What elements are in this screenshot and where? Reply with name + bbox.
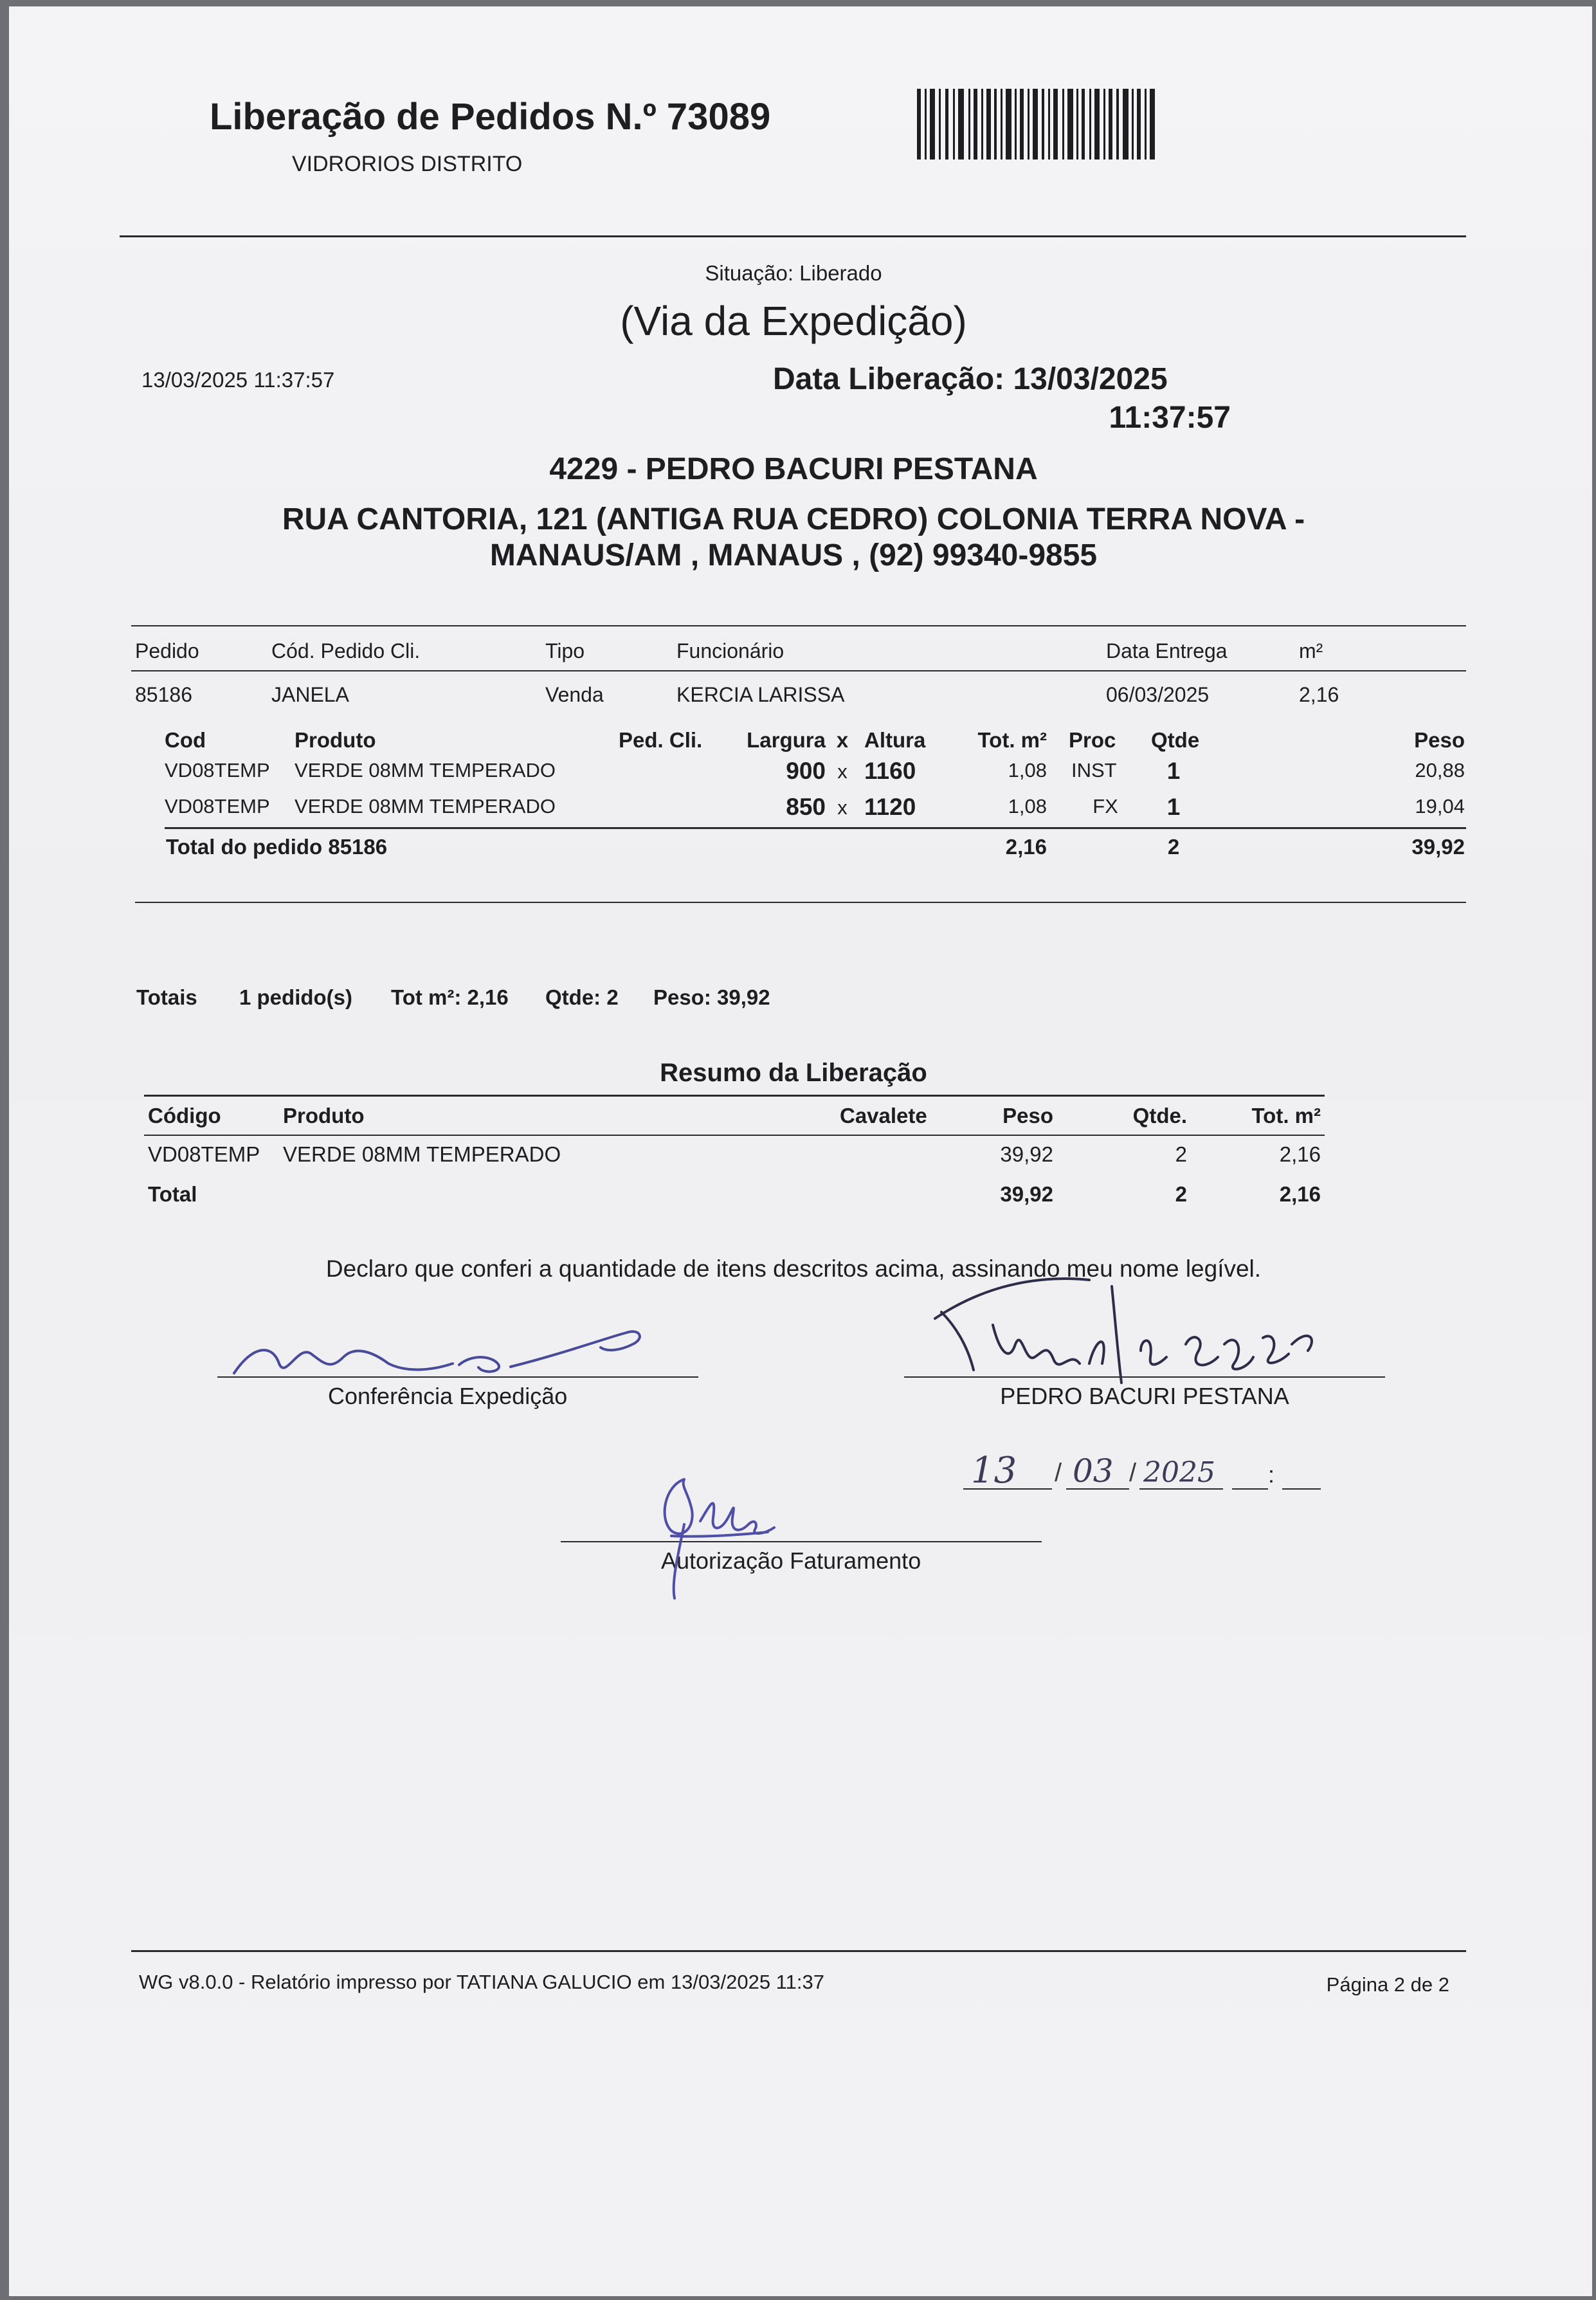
client-name: 4229 - PEDRO BACURI PESTANA	[549, 452, 1038, 486]
autorizacao-signature	[646, 1460, 813, 1608]
col-cod-pedido-cli: Cód. Pedido Cli.	[271, 639, 421, 662]
printed-datetime: 13/03/2025 11:37:57	[141, 368, 335, 392]
item-proc: FX	[1093, 795, 1118, 817]
autorizacao-label: Autorização Faturamento	[661, 1547, 921, 1574]
client-signature	[896, 1267, 1359, 1402]
order-total-qtde: 2	[1167, 835, 1180, 859]
time-minute-line	[1282, 1488, 1321, 1490]
item-col-x: x	[836, 728, 849, 752]
order-client-code: JANELA	[271, 683, 349, 706]
totals-m2: Tot m²: 2,16	[391, 985, 509, 1009]
order-delivery-date: 06/03/2025	[1106, 683, 1210, 706]
handwritten-date-day: 13	[971, 1450, 1017, 1492]
totals-label: Totais	[136, 985, 197, 1009]
item-col-tot-m2: Tot. m²	[977, 728, 1047, 752]
document-page	[9, 6, 1592, 2296]
item-col-cod: Cod	[165, 728, 206, 752]
summary-col-produto: Produto	[283, 1104, 365, 1127]
order-type: Venda	[545, 683, 604, 706]
order-total-label: Total do pedido 85186	[166, 835, 388, 859]
item-altura: 1160	[864, 758, 916, 784]
item-qtde: 1	[1166, 794, 1181, 820]
summary-col-codigo: Código	[148, 1104, 221, 1127]
summary-row-peso: 39,92	[1000, 1142, 1053, 1166]
item-qtde: 1	[1166, 758, 1181, 784]
item-largura: 850	[786, 794, 826, 820]
item-largura: 900	[786, 758, 826, 784]
item-cod: VD08TEMP	[165, 759, 270, 781]
item-col-peso: Peso	[1414, 728, 1465, 752]
conferencia-label: Conferência Expedição	[328, 1383, 568, 1409]
client-signature-name: PEDRO BACURI PESTANA	[1000, 1383, 1289, 1409]
date-separator: /	[1055, 1459, 1062, 1487]
document-title: Liberação de Pedidos N.º 73089	[210, 96, 771, 138]
order-total-rule	[165, 827, 1466, 829]
release-date: Data Liberação: 13/03/2025	[773, 362, 1168, 396]
summary-total-qtde: 2	[1175, 1182, 1187, 1206]
declaration-text: Declaro que conferi a quantidade de itens descritos acima, assinando meu nome legível.	[325, 1255, 1262, 1282]
order-table-top-rule	[131, 625, 1466, 626]
summary-title: Resumo da Liberação	[660, 1059, 927, 1087]
footer-printed-by: WG v8.0.0 - Relatório impresso por TATIANA GALUCIO em 13/03/2025 11:37	[139, 1971, 824, 1993]
footer-rule	[131, 1950, 1466, 1952]
company-name: VIDRORIOS DISTRITO	[292, 152, 523, 176]
barcode-icon	[917, 89, 1155, 160]
summary-row-tot-m2: 2,16	[1279, 1142, 1321, 1166]
summary-col-tot-m2: Tot. m²	[1251, 1104, 1321, 1127]
summary-col-cavalete: Cavalete	[840, 1104, 927, 1127]
footer-page-number: Página 2 de 2	[1326, 1973, 1449, 1996]
item-col-proc: Proc	[1069, 728, 1116, 752]
order-total-m2: 2,16	[1005, 835, 1047, 859]
summary-total-peso: 39,92	[1000, 1182, 1053, 1206]
item-peso: 19,04	[1415, 795, 1465, 817]
item-cod: VD08TEMP	[165, 795, 270, 817]
item-peso: 20,88	[1415, 759, 1465, 781]
item-col-ped-cli: Ped. Cli.	[619, 728, 703, 752]
order-block-bottom-rule	[135, 902, 1466, 903]
handwritten-date-month: 03	[1073, 1452, 1114, 1490]
item-tot-m2: 1,08	[1008, 795, 1047, 817]
item-produto: VERDE 08MM TEMPERADO	[295, 759, 556, 781]
header-divider	[120, 235, 1466, 237]
item-x: x	[837, 760, 848, 783]
item-x: x	[837, 796, 848, 819]
release-time: 11:37:57	[1109, 401, 1231, 435]
summary-row-qtde: 2	[1175, 1142, 1187, 1166]
summary-row-produto: VERDE 08MM TEMPERADO	[283, 1142, 561, 1166]
summary-total-tot-m2: 2,16	[1279, 1182, 1321, 1206]
item-proc: INST	[1071, 759, 1117, 781]
client-address-line2: MANAUS/AM , MANAUS , (92) 99340-9855	[489, 538, 1098, 572]
item-col-produto: Produto	[295, 728, 376, 752]
order-employee: KERCIA LARISSA	[676, 683, 845, 706]
order-table-header-rule	[131, 670, 1466, 671]
handwritten-date-year: 2025	[1143, 1456, 1215, 1489]
order-m2: 2,16	[1299, 683, 1339, 706]
col-data-entrega: Data Entrega	[1106, 639, 1228, 662]
client-address-line1: RUA CANTORIA, 121 (ANTIGA RUA CEDRO) COLONIA TERRA NOVA -	[282, 502, 1305, 536]
item-tot-m2: 1,08	[1008, 759, 1047, 781]
order-number: 85186	[135, 683, 192, 706]
item-col-altura: Altura	[864, 728, 926, 752]
conferencia-signature	[228, 1319, 652, 1389]
order-total-peso: 39,92	[1411, 835, 1465, 859]
item-produto: VERDE 08MM TEMPERADO	[295, 795, 556, 817]
time-hour-line	[1232, 1488, 1268, 1490]
item-col-largura: Largura	[747, 728, 826, 752]
summary-col-qtde: Qtde.	[1132, 1104, 1187, 1127]
time-separator: :	[1268, 1461, 1275, 1488]
col-funcionario: Funcionário	[676, 639, 784, 662]
summary-total-label: Total	[148, 1182, 197, 1206]
summary-row-codigo: VD08TEMP	[148, 1142, 260, 1166]
situation-label: Situação: Liberado	[705, 261, 882, 285]
totals-peso: Peso: 39,92	[653, 985, 770, 1009]
item-altura: 1120	[864, 794, 916, 820]
col-m2: m²	[1299, 639, 1323, 662]
summary-header-rule	[144, 1135, 1325, 1136]
copy-label: (Via da Expedição)	[620, 298, 967, 344]
col-tipo: Tipo	[545, 639, 585, 662]
col-pedido: Pedido	[135, 639, 199, 662]
item-col-qtde: Qtde	[1151, 728, 1200, 752]
totals-orders: 1 pedido(s)	[239, 985, 353, 1009]
summary-col-peso: Peso	[1002, 1104, 1053, 1127]
totals-qtde: Qtde: 2	[545, 985, 619, 1009]
date-separator: /	[1129, 1459, 1137, 1487]
summary-top-rule	[144, 1095, 1325, 1097]
